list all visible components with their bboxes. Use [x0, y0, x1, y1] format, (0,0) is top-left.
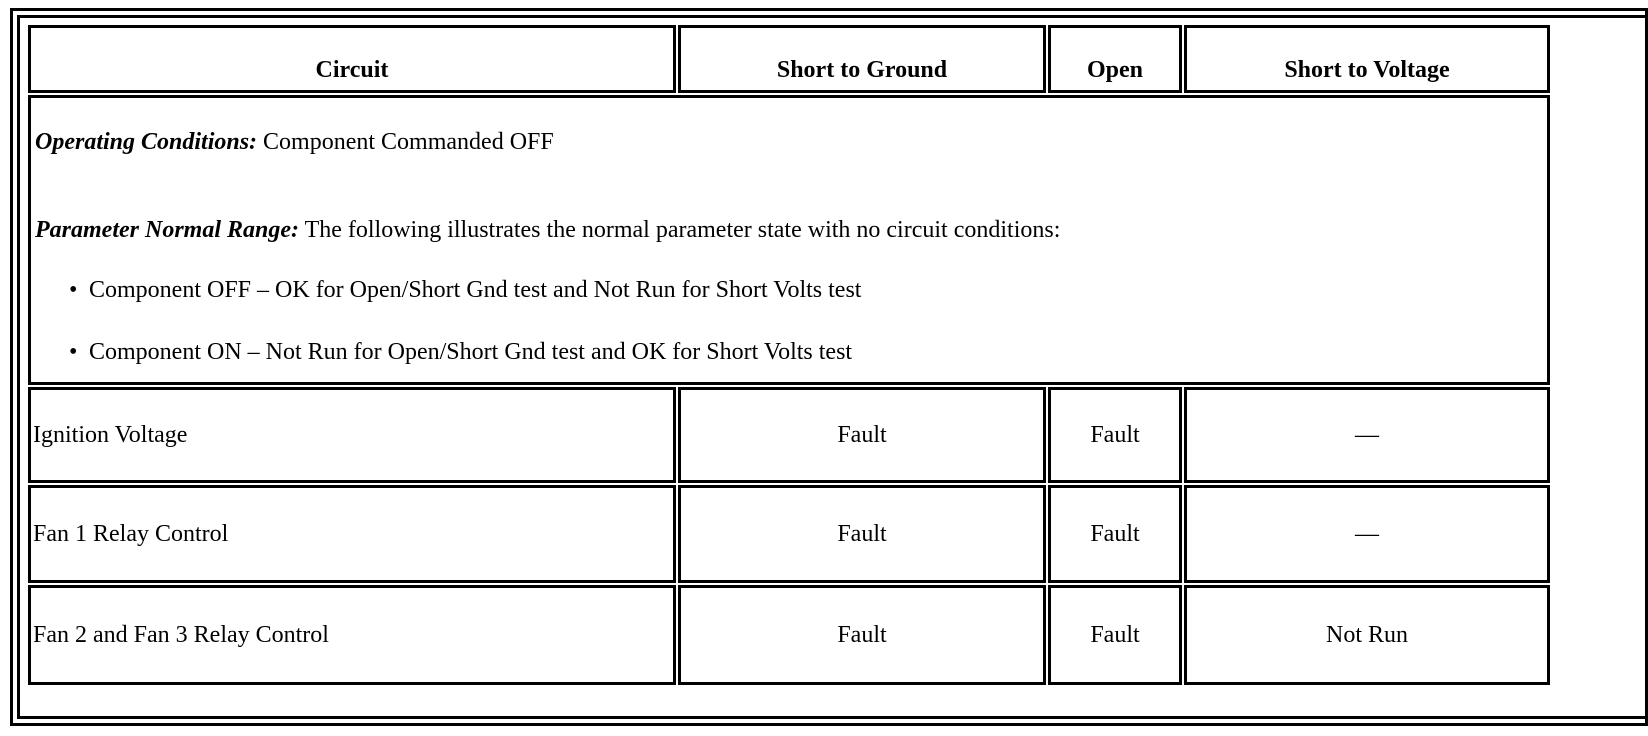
- bullet-icon: •: [69, 277, 78, 303]
- table-row-open: Fault: [1048, 485, 1182, 583]
- operating-conditions: [35, 128, 1547, 156]
- list-item: [69, 276, 1547, 304]
- table-row-open: Fault: [1048, 387, 1182, 483]
- header-short-to-ground: Short to Ground: [678, 25, 1046, 93]
- bullet-icon: •: [69, 339, 78, 365]
- table-row-short-to-ground: Fault: [678, 585, 1046, 685]
- table-row-short-to-voltage: —: [1184, 485, 1550, 583]
- table-row-circuit: Fan 1 Relay Control: [28, 485, 676, 583]
- operating-conditions-label: Operating Conditions:: [35, 129, 258, 155]
- conditions-list: [35, 276, 1547, 366]
- parameter-normal-range-label: Parameter Normal Range:: [35, 217, 299, 243]
- operating-conditions-cell: [28, 95, 1550, 385]
- header-open: Open: [1048, 25, 1182, 93]
- table-row-short-to-voltage: —: [1184, 387, 1550, 483]
- table-row-short-to-ground: Fault: [678, 485, 1046, 583]
- table-row-short-to-ground: Fault: [678, 387, 1046, 483]
- table-row-circuit: Ignition Voltage: [28, 387, 676, 483]
- parameter-normal-range: [35, 216, 1547, 244]
- parameter-normal-range-text: The following illustrates the normal parameter state with no circuit conditions:: [299, 217, 1061, 243]
- list-item-text: Component ON – Not Run for Open/Short Gnd test and OK for Short Volts test: [89, 339, 853, 365]
- operating-conditions-text: Component Commanded OFF: [257, 129, 554, 155]
- table-row-circuit: Fan 2 and Fan 3 Relay Control: [28, 585, 676, 685]
- list-item: [69, 338, 1547, 366]
- table-row-short-to-voltage: Not Run: [1184, 585, 1550, 685]
- table-row-open: Fault: [1048, 585, 1182, 685]
- header-short-to-voltage: Short to Voltage: [1184, 25, 1550, 93]
- header-circuit: Circuit: [28, 25, 676, 93]
- list-item-text: Component OFF – OK for Open/Short Gnd test and Not Run for Short Volts test: [89, 277, 862, 303]
